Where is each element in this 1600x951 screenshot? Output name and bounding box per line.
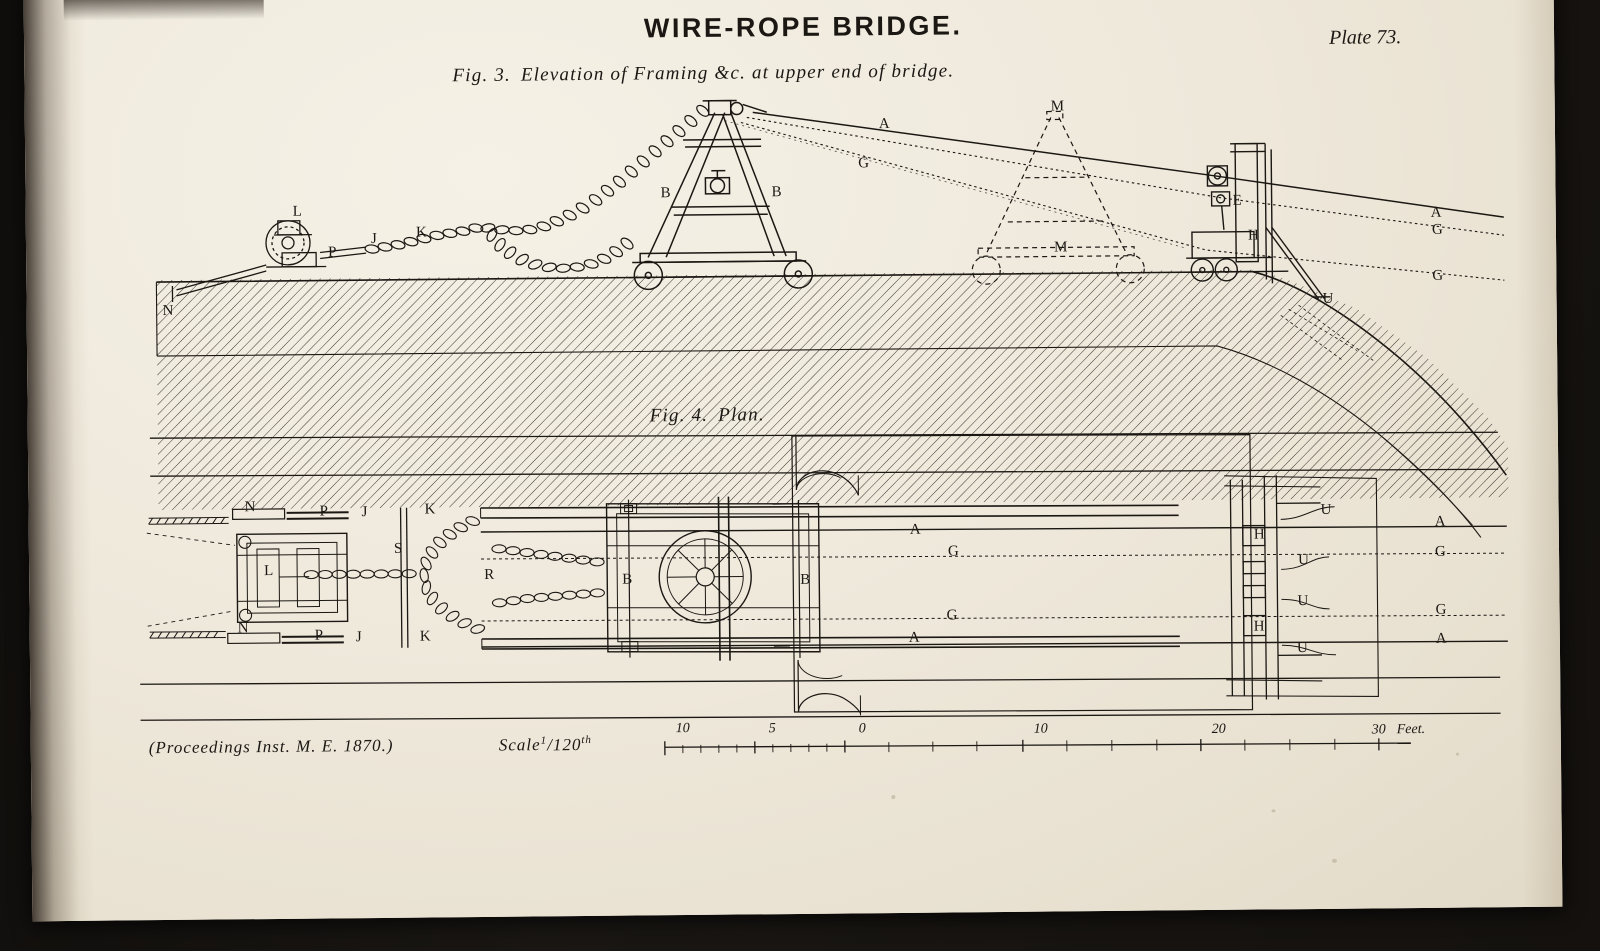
fig4-label-P-top: P <box>319 503 328 520</box>
scale-tick-20: 20 <box>1211 721 1226 737</box>
fig4-label-U-3: U <box>1297 593 1309 610</box>
scale-label: Scale <box>498 735 541 755</box>
fig4-label-B-right: B <box>800 571 811 588</box>
source-credit: (Proceedings Inst. M. E. 1870.) <box>148 735 394 758</box>
fig4-label-U-1: U <box>1320 501 1332 518</box>
fig4-label-A-right-top: A <box>1434 513 1446 530</box>
ropes-a-g <box>725 105 1505 287</box>
fig4-label-G-right-bottom: G <box>1435 601 1447 618</box>
scale-tick-5: 5 <box>768 721 776 737</box>
plan-rope-a-top <box>481 522 1507 536</box>
ground-hatch-fill <box>151 267 1513 520</box>
fig3-label-P: P <box>328 244 337 261</box>
fig4-label-A-top: A <box>909 521 921 538</box>
fig4-label-U-2: U <box>1298 552 1310 569</box>
scale-tick-30: 30 <box>1371 722 1386 738</box>
fig3-label-G-right-lower: G <box>1432 267 1444 284</box>
fig3-label-H: H <box>1247 227 1259 244</box>
fig4-label-N-top: N <box>244 499 256 516</box>
fig3-label-B-right: B <box>771 184 782 201</box>
fig3-caption-text: Elevation of Framing &c. at upper end of bridge. <box>520 60 955 86</box>
fig3-label-E: E <box>1232 192 1242 209</box>
fig3-label-N: N <box>162 302 174 320</box>
fig3-elevation-drawing <box>24 0 1563 921</box>
scale-suffix: th <box>581 733 592 747</box>
plan-rope-g-top <box>481 549 1507 563</box>
page-title: WIRE-ROPE BRIDGE. <box>643 10 963 44</box>
fig3-label-J: J <box>370 230 377 248</box>
scale-caption <box>499 734 592 756</box>
fig3-label-M-top: M <box>1050 98 1065 115</box>
scale-tick-10-right: 10 <box>1033 721 1048 737</box>
fig4-label-N-bottom: N <box>237 620 249 637</box>
a-frame-carriage <box>627 100 827 290</box>
fig3-label-K: K <box>415 224 427 241</box>
fig3-label-L: L <box>292 203 302 220</box>
fig4-label-H-top: H <box>1253 526 1265 543</box>
fig4-label-S: S <box>393 540 403 557</box>
fig3-caption-number: Fig. 3. <box>452 64 512 87</box>
fig4-label-U-4: U <box>1296 640 1308 657</box>
book-page-sheet <box>24 0 1563 921</box>
fig3-label-G-right-upper: G <box>1431 221 1443 238</box>
fig4-label-J-bottom: J <box>355 629 362 646</box>
fig4-label-G-top: G <box>947 543 959 560</box>
chain-left <box>487 105 710 227</box>
plate-number: Plate 73. <box>1328 26 1402 49</box>
fig3-label-B-left: B <box>660 185 671 202</box>
fig3-label-U: U <box>1322 290 1334 307</box>
scale-numerator: 1 <box>540 734 548 747</box>
fig3-label-G: G <box>858 155 870 172</box>
fig3-label-M-bottom: M <box>1054 239 1068 256</box>
fig4-label-A-bottom: A <box>908 629 920 646</box>
scale-unit: Feet. <box>1396 721 1426 738</box>
scale-tick-10-left: 10 <box>675 721 690 737</box>
fig4-label-B-left: B <box>622 571 633 588</box>
fig4-label-R: R <box>484 566 495 583</box>
fig4-label-J-top: J <box>361 504 368 521</box>
frame-alternate-position-m <box>971 111 1145 285</box>
drawing-canvas <box>24 0 1563 921</box>
scale-tick-0: 0 <box>858 721 866 737</box>
scale-denominator: 120 <box>552 734 582 754</box>
plan-rope-g-bottom <box>482 611 1508 625</box>
fig4-label-K-top: K <box>424 501 436 518</box>
fig4-label-G-right-top: G <box>1434 543 1446 560</box>
fig4-label-L: L <box>264 562 274 580</box>
fig4-label-K-bottom: K <box>419 628 431 645</box>
fig3-label-A: A <box>878 116 890 133</box>
ground-left-edge <box>156 282 157 356</box>
scale-fraction: $^1$/120 <box>540 734 582 755</box>
fig4-label-A-right-bottom: A <box>1435 630 1447 647</box>
fig3-label-A-right: A <box>1430 204 1442 221</box>
rope-g-upper <box>747 110 1504 242</box>
fig4-label-P-bottom: P <box>314 627 324 644</box>
fig4-label-H-bottom: H <box>1253 618 1265 635</box>
fig4-label-G-bottom: G <box>946 607 958 624</box>
